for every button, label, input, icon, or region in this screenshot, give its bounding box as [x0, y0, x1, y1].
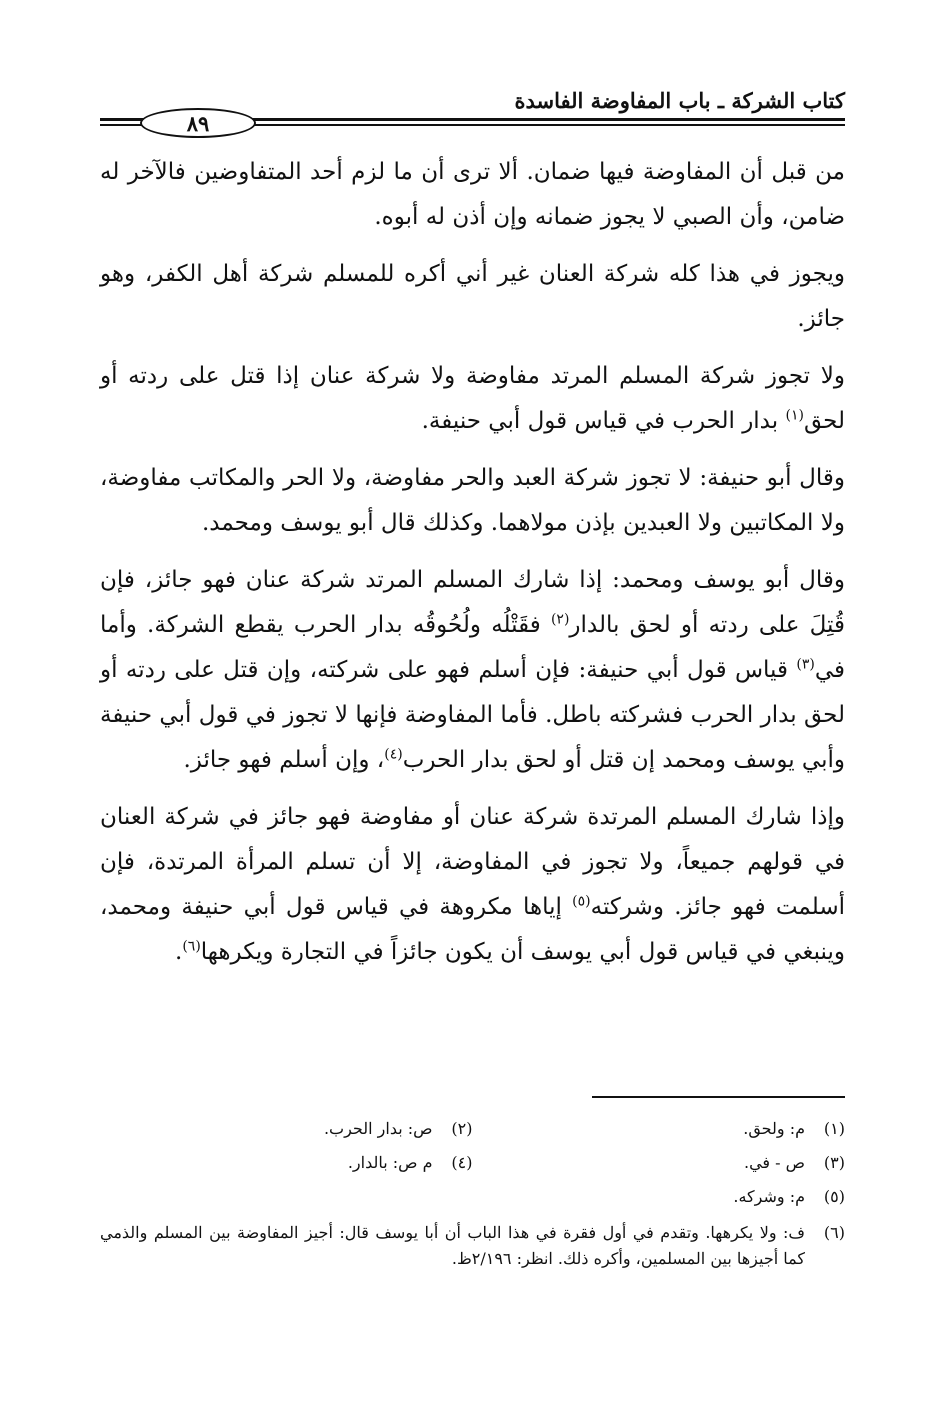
- chapter-title: كتاب الشركة ـ باب المفاوضة الفاسدة: [514, 88, 845, 113]
- footnote-ref: (٤): [384, 746, 403, 763]
- footnote: (٦) ف: ولا يكرهها. وتقدم في أول فقرة في هذا الباب أن أبا يوسف قال: أجيز المفاوضة بين المسلم والذمي كما أجيزها بين المسلمين، وأكره ذلك. انظر: ٢/١٩٦ظ.: [100, 1223, 845, 1268]
- paragraph: وقال أبو حنيفة: لا تجوز شركة العبد والحر مفاوضة، ولا الحر والمكاتب مفاوضة، ولا المكاتبين ولا العبدين بإذن مولاهما. وكذلك قال أبو يوسف ومحمد.: [100, 465, 845, 536]
- footnote-separator: [592, 1096, 845, 1098]
- footnote: (١) م: ولحق.: [743, 1119, 845, 1138]
- footnote-ref: (٦): [182, 938, 201, 955]
- footnote: (٥) م: وشركه.: [733, 1187, 845, 1206]
- footnotes: [100, 1112, 845, 1272]
- footnote-ref: (٣): [796, 656, 815, 673]
- paragraph: ولا تجوز شركة المسلم المرتد مفاوضة ولا شركة عنان إذا قتل على ردته أو لحق$^{(١)}$ بدار الحرب في قياس قول أبي حنيفة.: [100, 363, 845, 434]
- paragraph: وإذا شارك المسلم المرتدة شركة عنان أو مفاوضة فهو جائز في شركة العنان في قولهم جميعاً، ولا تجوز في المفاوضة، إلا أن تسلم المرأة المرتدة، فإن أسلمت فهو جائز. وشركته$^{(٥)}$ إياها مكروهة في قياس قول أبي حنيفة ومحمد، وينبغي في قياس قول أبي يوسف أن يكون جائزاً في التجارة ويكرهها$^{(٦)}$.: [100, 804, 845, 965]
- footnote: (٣) ص - في.: [744, 1153, 845, 1172]
- footnote-ref: (١): [785, 407, 804, 424]
- page-header: [100, 86, 845, 134]
- footnote-ref: (٥): [572, 893, 591, 910]
- main-text: [100, 150, 845, 987]
- footnote: (٤) م ص: بالدار.: [347, 1153, 473, 1172]
- paragraph: ويجوز في هذا كله شركة العنان غير أني أكره للمسلم شركة أهل الكفر، وهو جائز.: [100, 261, 845, 332]
- paragraph: من قبل أن المفاوضة فيها ضمان. ألا ترى أن ما لزم أحد المتفاوضين فالآخر له ضامن، وأن الصبي لا يجوز ضمانه وإن أذن له أبوه.: [100, 159, 845, 230]
- footnote-ref: (٢): [550, 611, 570, 628]
- page-number: ٨٩: [140, 108, 256, 138]
- paragraph: وقال أبو يوسف ومحمد: إذا شارك المسلم المرتد شركة عنان فهو جائز، فإن قُتِلَ على ردته أو لحق بالدار$^{(٢)}$ فقَتْلُه ولُحُوقُه بدار الحرب يقطع الشركة. وأما في$^{(٣)}$ قياس قول أبي حنيفة: فإن أسلم فهو على شركته، وإن قتل على ردته أو لحق بدار الحرب فشركته باطل. فأما المفاوضة فإنها لا تجوز في قول أبي حنيفة وأبي يوسف ومحمد إن قتل أو لحق بدار الحرب$^{(٤)}$، وإن أسلم فهو جائز.: [100, 567, 845, 773]
- footnote: (٢) ص: بدار الحرب.: [323, 1119, 473, 1138]
